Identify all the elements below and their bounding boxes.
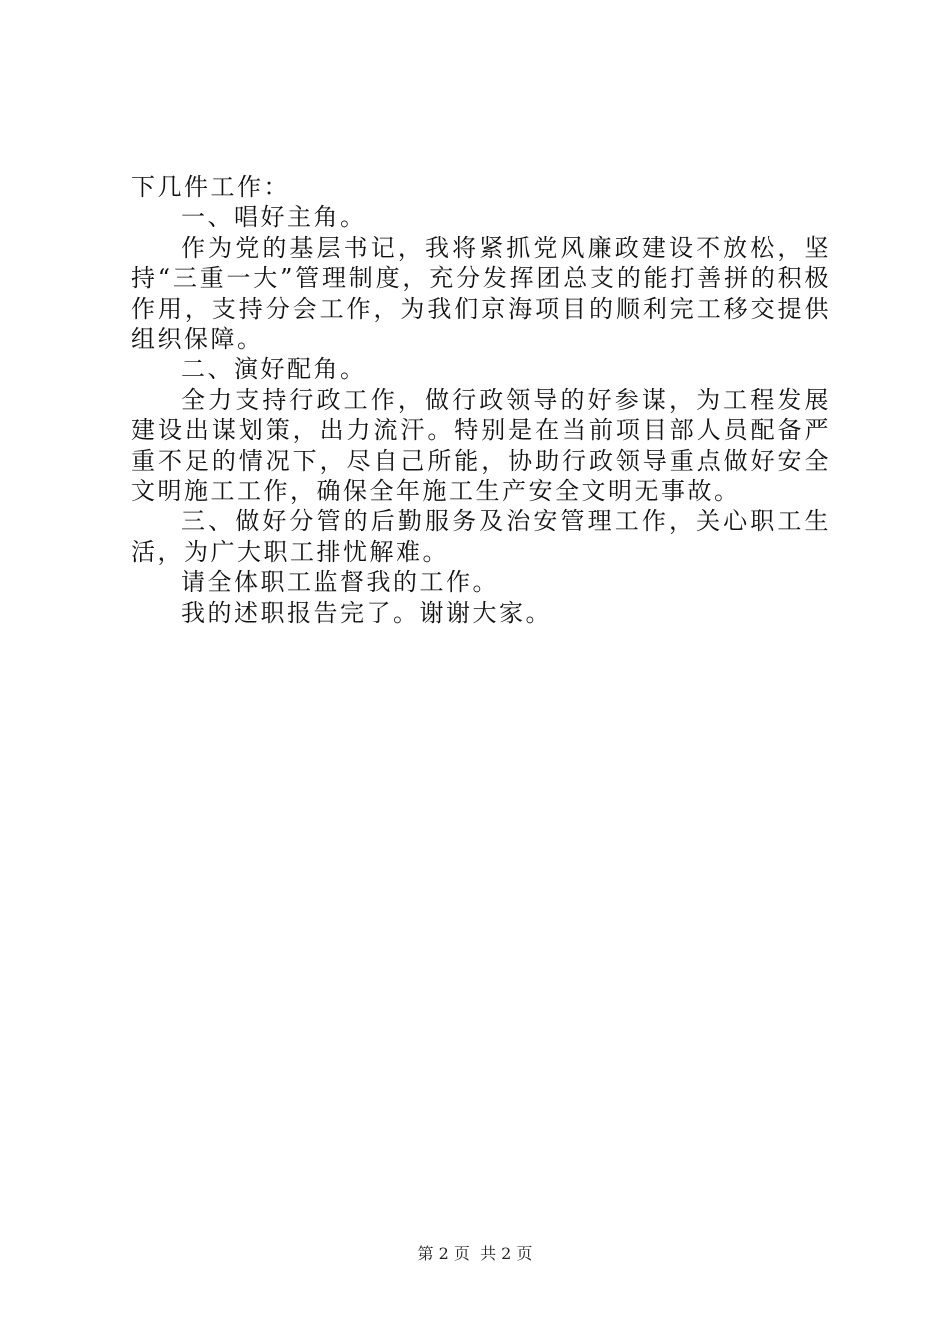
- paragraph-body-2: 全力支持行政工作，做行政领导的好参谋，为工程发展建设出谋划策，出力流汗。特别是在当前项目部人员配备严重不足的情况下，尽自己所能，协助行政领导重点做好安全文明施工工作，确保全年施工生产安全文明无事故。: [131, 385, 831, 506]
- paragraph-body-1: 作为党的基层书记，我将紧抓党风廉政建设不放松，坚持“三重一大”管理制度，充分发挥团总支的能打善拼的积极作用，支持分会工作，为我们京海项目的顺利完工移交提供组织保障。: [131, 233, 831, 354]
- paragraph-heading-3: 三、做好分管的后勤服务及治安管理工作，关心职工生活，为广大职工排忧解难。: [131, 507, 831, 566]
- paragraph-heading-1: 一、唱好主角。: [181, 203, 367, 232]
- paragraph-heading-2: 二、演好配角。: [181, 355, 367, 384]
- paragraph-closing: 我的述职报告完了。谢谢大家。: [181, 598, 552, 627]
- paragraph-request: 请全体职工监督我的工作。: [181, 568, 499, 597]
- page-number-label: 第 2 页 共 2 页: [417, 1244, 533, 1263]
- page-footer: [0, 1244, 950, 1264]
- document-body: [131, 172, 831, 628]
- paragraph-intro: 下几件工作：: [131, 173, 290, 201]
